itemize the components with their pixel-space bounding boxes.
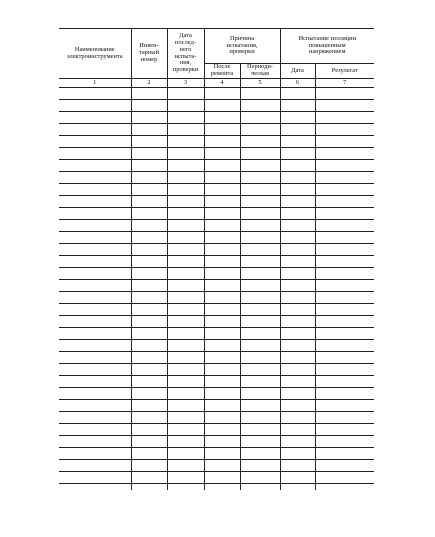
table-row-end <box>59 484 374 491</box>
table-cell <box>315 364 374 376</box>
table-cell <box>240 244 280 256</box>
table-cell <box>280 316 315 328</box>
table-cell <box>240 340 280 352</box>
table-cell <box>315 472 374 484</box>
table-cell <box>131 316 167 328</box>
table-cell <box>240 280 280 292</box>
table-cell <box>167 100 204 112</box>
table-cell <box>315 388 374 400</box>
table-row <box>59 136 374 148</box>
table-cell <box>280 88 315 100</box>
table-cell <box>59 172 131 184</box>
table-row <box>59 268 374 280</box>
table-cell <box>131 436 167 448</box>
table-cell <box>240 328 280 340</box>
table-cell <box>131 484 167 491</box>
table-cell <box>240 412 280 424</box>
table-cell <box>315 484 374 491</box>
table-cell <box>131 412 167 424</box>
table-cell <box>315 292 374 304</box>
table-cell <box>280 376 315 388</box>
table-cell <box>315 112 374 124</box>
table-cell <box>315 268 374 280</box>
table-row <box>59 340 374 352</box>
table-cell <box>131 88 167 100</box>
table-cell <box>131 376 167 388</box>
table-cell <box>59 136 131 148</box>
table-cell <box>280 100 315 112</box>
table-row <box>59 172 374 184</box>
table-cell <box>59 412 131 424</box>
table-cell <box>315 232 374 244</box>
table-cell <box>131 172 167 184</box>
table-cell <box>59 244 131 256</box>
table-cell <box>204 316 240 328</box>
table-cell <box>280 244 315 256</box>
table-cell <box>280 460 315 472</box>
table-cell <box>204 280 240 292</box>
table-cell <box>167 328 204 340</box>
table-cell <box>280 292 315 304</box>
table-cell <box>167 400 204 412</box>
table-cell <box>59 100 131 112</box>
table-cell <box>131 124 167 136</box>
table-cell <box>167 184 204 196</box>
header-reason-periodic: Периоди- ческая <box>240 64 280 79</box>
column-number: 1 <box>59 79 131 88</box>
table-cell <box>204 148 240 160</box>
table-row <box>59 100 374 112</box>
table-cell <box>315 460 374 472</box>
table-row <box>59 448 374 460</box>
table-cell <box>131 448 167 460</box>
table-cell <box>131 460 167 472</box>
table-cell <box>167 220 204 232</box>
table-cell <box>315 340 374 352</box>
table-cell <box>167 412 204 424</box>
table-cell <box>167 424 204 436</box>
table-cell <box>204 352 240 364</box>
table-cell <box>59 232 131 244</box>
table-cell <box>204 448 240 460</box>
table-cell <box>59 184 131 196</box>
table-cell <box>315 196 374 208</box>
table-cell <box>240 400 280 412</box>
table-row <box>59 232 374 244</box>
table-row <box>59 292 374 304</box>
table-row <box>59 148 374 160</box>
table-cell <box>167 484 204 491</box>
table-row <box>59 244 374 256</box>
table-cell <box>280 172 315 184</box>
table-cell <box>280 412 315 424</box>
table-cell <box>59 124 131 136</box>
header-tool-name: Наименование электроинструмента <box>59 29 131 79</box>
table-cell <box>204 124 240 136</box>
table-row <box>59 424 374 436</box>
table-cell <box>315 316 374 328</box>
table-cell <box>167 208 204 220</box>
table-cell <box>280 232 315 244</box>
table-cell <box>204 160 240 172</box>
table-row <box>59 124 374 136</box>
table-cell <box>131 364 167 376</box>
table-cell <box>204 400 240 412</box>
table-cell <box>167 316 204 328</box>
table-cell <box>59 340 131 352</box>
column-number: 7 <box>315 79 374 88</box>
table-cell <box>131 136 167 148</box>
table-cell <box>131 400 167 412</box>
table-cell <box>59 304 131 316</box>
table-cell <box>280 388 315 400</box>
table-cell <box>131 292 167 304</box>
table-cell <box>240 124 280 136</box>
table-cell <box>167 340 204 352</box>
table-cell <box>204 388 240 400</box>
table-cell <box>131 340 167 352</box>
table-cell <box>240 460 280 472</box>
table-cell <box>204 376 240 388</box>
table-cell <box>240 148 280 160</box>
table-cell <box>240 184 280 196</box>
table-row <box>59 328 374 340</box>
table-cell <box>204 364 240 376</box>
table-cell <box>204 268 240 280</box>
table-cell <box>240 292 280 304</box>
table-cell <box>59 88 131 100</box>
table-cell <box>59 316 131 328</box>
column-number: 5 <box>240 79 280 88</box>
table-cell <box>59 400 131 412</box>
table-cell <box>280 256 315 268</box>
table-cell <box>280 328 315 340</box>
table-cell <box>167 436 204 448</box>
table-cell <box>240 220 280 232</box>
table-cell <box>167 172 204 184</box>
table-cell <box>59 292 131 304</box>
table-cell <box>131 244 167 256</box>
table-cell <box>204 172 240 184</box>
table-cell <box>315 88 374 100</box>
table-cell <box>240 436 280 448</box>
table-cell <box>280 484 315 491</box>
table-cell <box>131 268 167 280</box>
table-cell <box>59 436 131 448</box>
table-cell <box>167 472 204 484</box>
table-cell <box>280 184 315 196</box>
table-cell <box>280 124 315 136</box>
table-cell <box>240 172 280 184</box>
table-cell <box>204 256 240 268</box>
table-cell <box>240 388 280 400</box>
table-cell <box>131 256 167 268</box>
table-cell <box>167 256 204 268</box>
table-cell <box>167 232 204 244</box>
column-number: 4 <box>204 79 240 88</box>
table-cell <box>131 184 167 196</box>
table-cell <box>240 208 280 220</box>
header-insulation-result: Результат <box>315 64 374 79</box>
table-cell <box>59 376 131 388</box>
table-cell <box>204 100 240 112</box>
table-cell <box>240 472 280 484</box>
table-cell <box>131 280 167 292</box>
table-cell <box>315 100 374 112</box>
table-cell <box>315 280 374 292</box>
table-cell <box>167 88 204 100</box>
table-cell <box>204 304 240 316</box>
table-cell <box>240 88 280 100</box>
table-cell <box>204 340 240 352</box>
table-cell <box>59 328 131 340</box>
header-last-test-date: Дата послед- него испыта- ния, проверки <box>167 29 204 79</box>
table-row <box>59 160 374 172</box>
table-cell <box>315 400 374 412</box>
table-cell <box>315 136 374 148</box>
table-cell <box>280 208 315 220</box>
table-cell <box>59 472 131 484</box>
table-cell <box>59 388 131 400</box>
table-cell <box>204 484 240 491</box>
table-cell <box>131 304 167 316</box>
table-body <box>59 88 374 491</box>
table-cell <box>131 148 167 160</box>
table-cell <box>315 256 374 268</box>
table-cell <box>167 388 204 400</box>
table-cell <box>59 364 131 376</box>
table-row <box>59 304 374 316</box>
table-cell <box>240 112 280 124</box>
table-cell <box>167 280 204 292</box>
table-cell <box>167 376 204 388</box>
table-cell <box>240 352 280 364</box>
table-cell <box>131 472 167 484</box>
table-row <box>59 208 374 220</box>
header-insulation-date: Дата <box>280 64 315 79</box>
table-cell <box>167 148 204 160</box>
table-cell <box>204 424 240 436</box>
table-cell <box>315 436 374 448</box>
table-cell <box>204 244 240 256</box>
table-row <box>59 220 374 232</box>
table-cell <box>280 220 315 232</box>
table-cell <box>315 184 374 196</box>
table-cell <box>280 424 315 436</box>
column-number: 3 <box>167 79 204 88</box>
table-cell <box>280 304 315 316</box>
table-cell <box>204 292 240 304</box>
table-row <box>59 112 374 124</box>
table-cell <box>167 460 204 472</box>
table-cell <box>131 352 167 364</box>
table-cell <box>280 160 315 172</box>
table-row <box>59 280 374 292</box>
table-row <box>59 352 374 364</box>
table-cell <box>315 352 374 364</box>
table-cell <box>204 88 240 100</box>
table-cell <box>280 448 315 460</box>
table-cell <box>315 448 374 460</box>
header-reason-after-repair: После ремонта <box>204 64 240 79</box>
table-cell <box>131 160 167 172</box>
table-cell <box>167 448 204 460</box>
table-cell <box>204 184 240 196</box>
table-cell <box>59 448 131 460</box>
table-cell <box>59 256 131 268</box>
table-cell <box>315 124 374 136</box>
table-row <box>59 376 374 388</box>
table-cell <box>131 100 167 112</box>
table-cell <box>240 376 280 388</box>
table-cell <box>167 160 204 172</box>
table-cell <box>240 424 280 436</box>
table-row <box>59 472 374 484</box>
table-cell <box>131 220 167 232</box>
table-cell <box>240 100 280 112</box>
table-row <box>59 88 374 100</box>
table-cell <box>240 256 280 268</box>
table-cell <box>167 196 204 208</box>
table-cell <box>131 232 167 244</box>
table-cell <box>204 460 240 472</box>
table-cell <box>315 172 374 184</box>
table-cell <box>280 112 315 124</box>
table-row <box>59 400 374 412</box>
header-insulation-test: Испытание изоляции повышенным напряжением <box>280 29 374 64</box>
table-row <box>59 412 374 424</box>
table-cell <box>204 196 240 208</box>
table-cell <box>204 436 240 448</box>
table-row <box>59 256 374 268</box>
table-cell <box>59 352 131 364</box>
table-cell <box>59 196 131 208</box>
table-cell <box>280 436 315 448</box>
table-cell <box>59 112 131 124</box>
table-cell <box>204 208 240 220</box>
table-cell <box>204 472 240 484</box>
table-cell <box>280 364 315 376</box>
table-cell <box>59 484 131 491</box>
table-row <box>59 184 374 196</box>
table-cell <box>131 388 167 400</box>
table-cell <box>240 196 280 208</box>
table-cell <box>167 292 204 304</box>
table-cell <box>204 412 240 424</box>
table-cell <box>240 304 280 316</box>
table-cell <box>167 268 204 280</box>
table-cell <box>59 424 131 436</box>
table-cell <box>315 244 374 256</box>
table-cell <box>280 268 315 280</box>
table-cell <box>59 280 131 292</box>
table-cell <box>167 364 204 376</box>
table-cell <box>59 160 131 172</box>
table-row <box>59 364 374 376</box>
table-cell <box>167 304 204 316</box>
table-cell <box>167 136 204 148</box>
table-cell <box>280 352 315 364</box>
table-cell <box>131 328 167 340</box>
table-cell <box>167 244 204 256</box>
table-cell <box>315 148 374 160</box>
table-cell <box>280 280 315 292</box>
table-cell <box>204 328 240 340</box>
table-row <box>59 388 374 400</box>
table-cell <box>280 472 315 484</box>
table-cell <box>59 148 131 160</box>
table-cell <box>131 196 167 208</box>
table-cell <box>59 268 131 280</box>
table-row <box>59 316 374 328</box>
table-cell <box>315 304 374 316</box>
table-cell <box>204 232 240 244</box>
table-cell <box>240 364 280 376</box>
table-cell <box>167 352 204 364</box>
column-number: 2 <box>131 79 167 88</box>
table-cell <box>131 112 167 124</box>
table-cell <box>204 220 240 232</box>
table-cell <box>280 400 315 412</box>
table-cell <box>315 424 374 436</box>
table-cell <box>280 340 315 352</box>
table-cell <box>240 160 280 172</box>
table-cell <box>315 328 374 340</box>
table-cell <box>280 196 315 208</box>
table-cell <box>204 136 240 148</box>
table-cell <box>315 376 374 388</box>
table-cell <box>280 148 315 160</box>
table-cell <box>315 220 374 232</box>
table-cell <box>315 160 374 172</box>
table-cell <box>280 136 315 148</box>
table-cell <box>131 424 167 436</box>
table-cell <box>59 220 131 232</box>
table-cell <box>240 448 280 460</box>
table-cell <box>240 136 280 148</box>
column-number: 6 <box>280 79 315 88</box>
table-cell <box>59 208 131 220</box>
table-cell <box>59 460 131 472</box>
table-cell <box>131 208 167 220</box>
table-row <box>59 196 374 208</box>
table-row <box>59 436 374 448</box>
table-cell <box>240 484 280 491</box>
table-cell <box>240 316 280 328</box>
table-cell <box>315 208 374 220</box>
header-test-reason: Причина испытания, проверки <box>204 29 280 64</box>
table-cell <box>167 124 204 136</box>
table-cell <box>315 412 374 424</box>
header-inventory-number: Инвен- тарный номер <box>131 29 167 79</box>
table-cell <box>167 112 204 124</box>
table-cell <box>240 232 280 244</box>
table-cell <box>204 112 240 124</box>
table-row <box>59 460 374 472</box>
insulation-test-log-table <box>59 28 374 490</box>
table-cell <box>240 268 280 280</box>
